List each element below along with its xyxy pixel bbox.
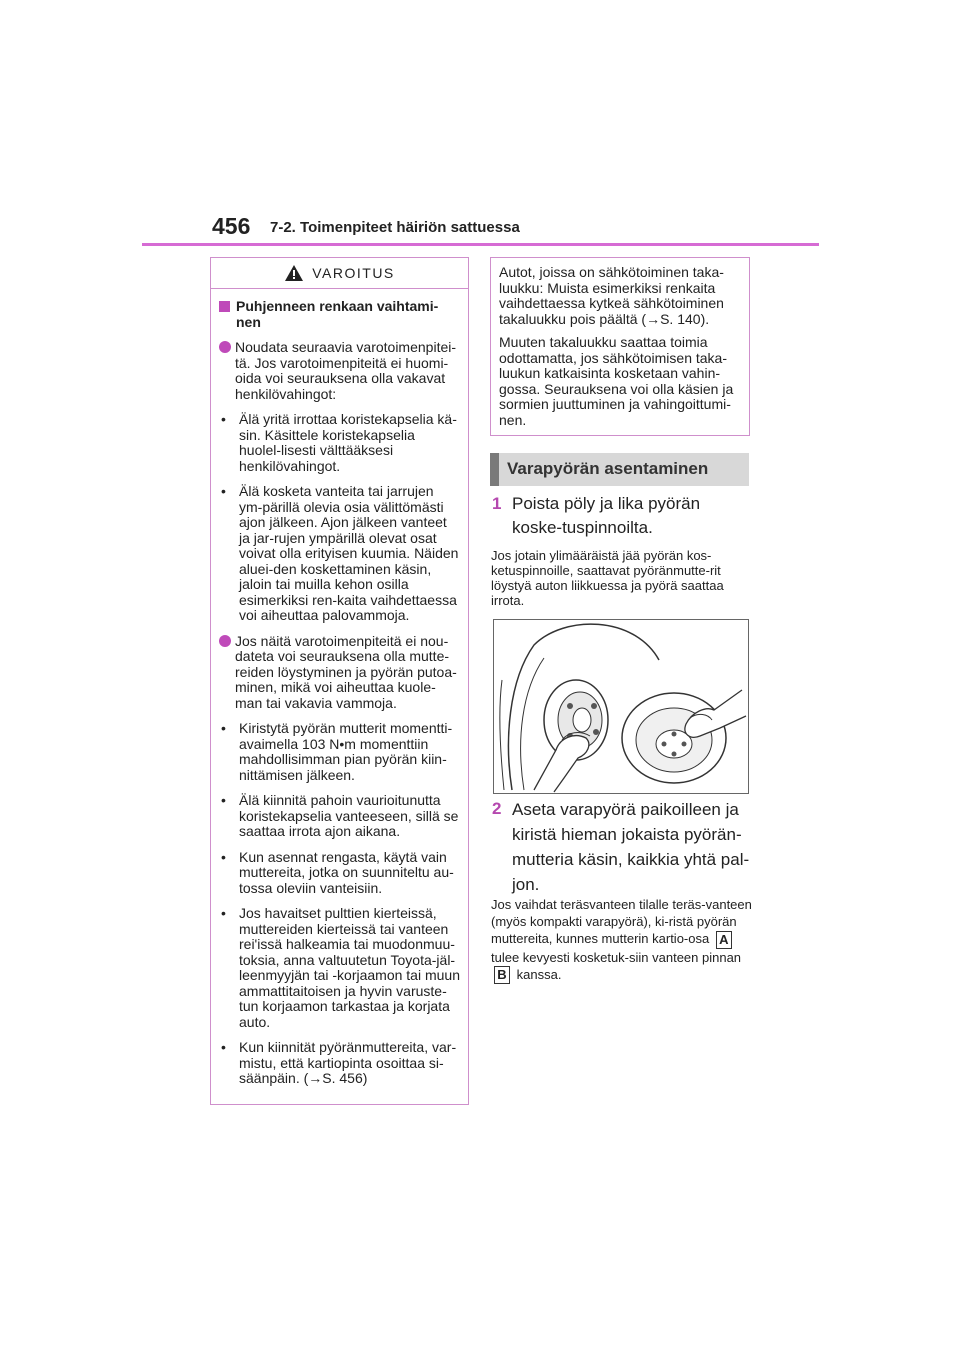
- list-item-text: Älä kiinnitä pahoin vaurioitunutta koristekapselia vanteeseen, sillä se saattaa irrota ajon aikana.: [239, 792, 459, 839]
- list-item-text: Älä yritä irrottaa koristekapselia kä-sin. Käsittele koristekapselia huolel-lisesti välttääksesi henkilövahingot.: [239, 411, 457, 474]
- list-item-text: Kun asennat rengasta, käytä vain muttereita, jotka on suunniteltu au-tossa oleviin vanteisiin.: [239, 848, 454, 896]
- bullet-symbol: •: [221, 411, 226, 427]
- page-number: 456: [212, 213, 251, 239]
- power-tailgate-note-box: [490, 257, 750, 436]
- step-2-note-part-b: tulee kevyesti kosketuk-siin vanteen pinnan: [491, 949, 742, 965]
- list-item: [219, 412, 460, 474]
- step-text: Aseta varapyörä paikoilleen ja kiristä hieman jokaista pyörän-mutteria käsin, kaikkia yhtä pal-jon.: [512, 800, 750, 894]
- note-paragraph-1: Autot, joissa on sähkötoiminen taka-luukku: Muista esimerkiksi renkaita vaihdettaessa kytkeä sähkötoiminen takaluukku pois päältä (→S. 140).: [499, 264, 724, 327]
- warning-label: VAROITUS: [312, 265, 395, 281]
- wheel-cleaning-image: [494, 620, 748, 793]
- step-1: [492, 492, 754, 540]
- warning-header: [211, 258, 468, 289]
- circle-bullet-icon: [219, 635, 231, 647]
- list-item-text: Kun kiinnität pyöränmuttereita, var-mistu, että kartiopinta osoittaa si-säänpäin. (→S. 456): [239, 1039, 457, 1086]
- square-bullet-icon: [219, 301, 230, 312]
- step-2: [492, 797, 754, 897]
- step-number: 1: [492, 494, 502, 513]
- warning-intro-1-text: Noudata seuraavia varotoimenpitei-tä. Jos varotoimenpiteitä ei huomi-oida voi seurauksena olla vakavat henkilövahingot:: [235, 339, 457, 402]
- header-rule: [142, 243, 819, 246]
- callout-b-label: B: [494, 966, 510, 984]
- list-item-text: Jos havaitset pulttien kierteissä, muttereiden kierteissä tai vanteen rei'issä halkeamia tai muodonmuu-toksia, anna valtuutetun Toyota-jäl-leenmyyjän tai -korjaamon tai muun ammattitaitoisen ja hyvin varuste-tun korjaamon tarkastaa ja korjata auto.: [239, 905, 460, 1030]
- bullet-symbol: •: [221, 1039, 226, 1055]
- circle-bullet-icon: [219, 341, 231, 353]
- warning-box: [210, 257, 469, 1105]
- warning-section-title: [219, 299, 460, 330]
- bullet-symbol: •: [221, 905, 226, 921]
- warning-triangle-icon: [284, 264, 304, 282]
- step-number: 2: [492, 799, 502, 818]
- callout-a-label: A: [716, 931, 732, 949]
- list-item: [219, 793, 460, 840]
- step-1-note: Jos jotain ylimääräistä jää pyörän kos-ketuspinnoille, saattavat pyöränmutte-rit löystyä auton liikkuessa ja pyörä saattaa irrota.: [491, 548, 724, 608]
- list-item: [219, 484, 460, 624]
- warning-intro-2: [219, 634, 460, 712]
- bullet-symbol: •: [221, 720, 226, 736]
- step-2-note-part-a: Jos vaihdat teräsvanteen tilalle teräs-vanteen (myös kompakti varapyörä), ki-ristä pyörän muttereita, kunnes mutterin kartio-osa: [491, 897, 752, 946]
- list-item: [219, 850, 460, 897]
- warning-section-title-text: Puhjenneen renkaan vaihtami-nen: [236, 298, 439, 330]
- step-text: Poista pöly ja lika pyörän koske-tuspinnoilta.: [512, 494, 701, 537]
- wheel-cleaning-illustration: [493, 619, 749, 794]
- step-2-note: [491, 896, 753, 984]
- list-item: [219, 721, 460, 783]
- list-item-text: Kiristytä pyörän mutterit momentti-avaimella 103 N•m momenttiin mahdollisimman pian pyörän kiin-nittämisen jälkeen.: [239, 720, 453, 783]
- bullet-symbol: •: [221, 483, 226, 499]
- warning-intro-1: [219, 340, 460, 402]
- bullet-symbol: •: [221, 792, 226, 808]
- list-item-text: Älä kosketa vanteita tai jarrujen ym-pärillä olevia osia välittömästi ajon jälkeen. Ajon jälkeen vanteet ja jar-rujen ympärillä olevat osat voivat olla erityisen kuumia. Näiden aluei-den koskettaminen käsin, jaloin tai muilla kehon osilla esimerkiksi ren-kaita vaihdettaessa voi aiheuttaa palovammoja.: [239, 483, 459, 623]
- list-item: [219, 906, 460, 1030]
- warning-intro-2-text: Jos näitä varotoimenpiteitä ei nou-dateta voi seurauksena olla mutte-reiden löystyminen ja pyörän putoa-minen, mikä voi aiheuttaa kuole-man tai vakavia vammoja.: [235, 632, 457, 711]
- bullet-symbol: •: [221, 848, 226, 865]
- section-heading: Varapyörän asentaminen: [490, 453, 749, 486]
- list-item: [219, 1040, 460, 1087]
- step-2-note-part-c: kanssa.: [516, 966, 562, 982]
- running-header-title: 7-2. Toimenpiteet häiriön sattuessa: [270, 219, 520, 236]
- note-paragraph-2: Muuten takaluukku saattaa toimia odottamatta, jos sähkötoimisen taka-luukun katkaisinta kosketaan vahin-gossa. Seurauksena voi olla käsien ja sormien juuttuminen ja vahingoittumi-nen.: [499, 334, 734, 428]
